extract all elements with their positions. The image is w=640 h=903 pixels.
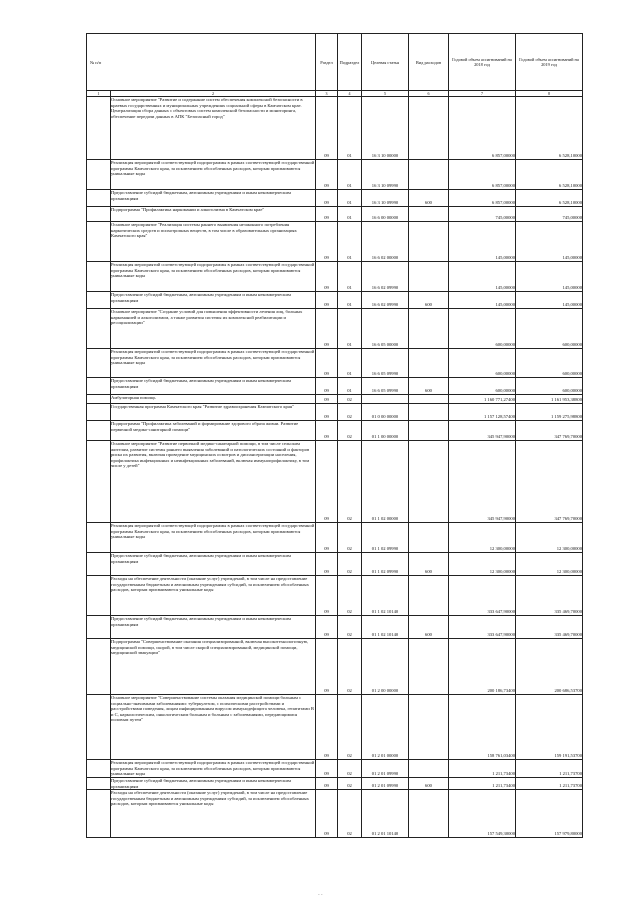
row-number-cell bbox=[87, 349, 111, 378]
row-expense-type bbox=[409, 309, 449, 349]
row-name: Государственная программа Камчатского края "Развитие здравоохранения Камчатского края" bbox=[111, 404, 316, 421]
row-value-2018: 6 857,00000 bbox=[449, 190, 516, 207]
row-name: Расходы на обеспечение деятельности (оказание услуг) учреждений, в том числе на предоставление государственным бюджетным и автономным учреждениям субсидий, за исключением обособленных расходов, которым присваиваются уникальные коды bbox=[111, 576, 316, 616]
table-row bbox=[87, 523, 583, 553]
row-value-2018: 600,00000 bbox=[449, 349, 516, 378]
row-razdel: 09 bbox=[316, 616, 338, 639]
row-value-2018: 600,00000 bbox=[449, 309, 516, 349]
row-value-2019: 200 686,53700 bbox=[516, 639, 583, 695]
table-row bbox=[87, 292, 583, 309]
row-value-2018: 745,00000 bbox=[449, 207, 516, 222]
row-target-article: 16 6 05 09990 bbox=[362, 378, 409, 395]
row-podrazdel: 01 bbox=[338, 207, 362, 222]
column-number: 3 bbox=[316, 91, 338, 97]
row-value-2019: 745,00000 bbox=[516, 207, 583, 222]
table-row bbox=[87, 349, 583, 378]
table-row bbox=[87, 222, 583, 262]
row-name: Основное мероприятие "Совершенствование системы оказания медицинской помощи больным с социально-значимыми заболеваниями: туберкулезом, с психическими расстройствами и расстройствами поведения, лицам инфицированным вирусом иммунодефицита человека, гепатитами В и С, наркологическим, онкологическим больным и больным с заболеваниями, передающимися половым путем" bbox=[111, 695, 316, 760]
row-number-cell bbox=[87, 378, 111, 395]
row-value-2019: 6 528,10000 bbox=[516, 190, 583, 207]
column-number: 8 bbox=[516, 91, 583, 97]
row-value-2018: 345 947,90000 bbox=[449, 421, 516, 441]
row-razdel: 09 bbox=[316, 778, 338, 790]
row-podrazdel: 02 bbox=[338, 576, 362, 616]
column-number: 5 bbox=[362, 91, 409, 97]
row-name: Предоставление субсидий бюджетным, автономным учреждениям и иным некоммерческим организациям bbox=[111, 616, 316, 639]
row-podrazdel: 01 bbox=[338, 309, 362, 349]
table-row bbox=[87, 576, 583, 616]
row-target-article: 01 1 02 09990 bbox=[362, 553, 409, 576]
row-razdel: 09 bbox=[316, 421, 338, 441]
table-row bbox=[87, 262, 583, 292]
row-target-article: 01 1 00 00000 bbox=[362, 421, 409, 441]
row-value-2019: 1 211,73700 bbox=[516, 778, 583, 790]
row-expense-type bbox=[409, 97, 449, 160]
row-razdel: 09 bbox=[316, 553, 338, 576]
budget-table bbox=[86, 33, 583, 838]
row-razdel: 09 bbox=[316, 790, 338, 838]
column-number: 6 bbox=[409, 91, 449, 97]
table-row bbox=[87, 790, 583, 838]
row-value-2019: 1 211,73700 bbox=[516, 760, 583, 778]
row-razdel: 09 bbox=[316, 760, 338, 778]
row-number-cell bbox=[87, 262, 111, 292]
table-row bbox=[87, 695, 583, 760]
header-year-2019: Годовой объем ассигнований на 2019 год bbox=[516, 34, 583, 91]
row-name: Предоставление субсидий бюджетным, автономным учреждениям и иным некоммерческим организациям bbox=[111, 292, 316, 309]
column-number: 7 bbox=[449, 91, 516, 97]
row-value-2018: 145,00000 bbox=[449, 262, 516, 292]
row-razdel: 09 bbox=[316, 695, 338, 760]
row-expense-type bbox=[409, 639, 449, 695]
row-expense-type bbox=[409, 441, 449, 523]
table-row bbox=[87, 778, 583, 790]
row-value-2018: 333 647,90000 bbox=[449, 576, 516, 616]
row-name: Подпрограмма "Профилактика заболеваний и формирование здорового образа жизни. Развитие первичной медико-санитарной помощи" bbox=[111, 421, 316, 441]
row-value-2019: 347 769,70000 bbox=[516, 441, 583, 523]
row-target-article: 16 3 10 00000 bbox=[362, 97, 409, 160]
row-name: Амбулаторная помощь bbox=[111, 395, 316, 404]
row-name: Расходы на обеспечение деятельности (оказание услуг) учреждений, в том числе на предоставление государственным бюджетным и автономным учреждениям субсидий, за исключением обособленных расходов, которым присваиваются уникальные коды bbox=[111, 790, 316, 838]
row-number-cell bbox=[87, 576, 111, 616]
row-value-2018: 6 857,00000 bbox=[449, 160, 516, 190]
row-expense-type: 600 bbox=[409, 553, 449, 576]
row-value-2018: 12 300,00000 bbox=[449, 553, 516, 576]
row-number-cell bbox=[87, 421, 111, 441]
row-value-2019: 1 159 275,98800 bbox=[516, 404, 583, 421]
table-row bbox=[87, 404, 583, 421]
row-target-article: 01 1 02 10140 bbox=[362, 576, 409, 616]
row-expense-type bbox=[409, 395, 449, 404]
row-razdel: 09 bbox=[316, 523, 338, 553]
row-podrazdel: 02 bbox=[338, 421, 362, 441]
row-name: Реализация мероприятий соответствующей подпрограммы в рамках соответствующей государственной программы Камчатского края, за исключением обособленных расходов, которым присваиваются уникальные коды bbox=[111, 760, 315, 777]
row-podrazdel: 01 bbox=[338, 160, 362, 190]
row-value-2019: 145,00000 bbox=[516, 292, 583, 309]
row-value-2018: 345 947,90000 bbox=[449, 441, 516, 523]
row-value-2019: 6 528,10000 bbox=[516, 160, 583, 190]
row-razdel: 09 bbox=[316, 309, 338, 349]
table-row bbox=[87, 97, 583, 160]
row-podrazdel: 02 bbox=[338, 639, 362, 695]
row-target-article: 16 6 00 00000 bbox=[362, 207, 409, 222]
row-value-2019: 600,00000 bbox=[516, 349, 583, 378]
row-expense-type bbox=[409, 523, 449, 553]
row-value-2019: 12 300,00000 bbox=[516, 523, 583, 553]
row-target-article: 01 2 01 00000 bbox=[362, 695, 409, 760]
row-target-article: 16 6 02 09990 bbox=[362, 262, 409, 292]
row-target-article: 01 1 02 10140 bbox=[362, 616, 409, 639]
row-podrazdel: 01 bbox=[338, 97, 362, 160]
table-row bbox=[87, 309, 583, 349]
row-number-cell bbox=[87, 553, 111, 576]
row-podrazdel: 02 bbox=[338, 616, 362, 639]
row-podrazdel: 01 bbox=[338, 378, 362, 395]
row-name: Предоставление субсидий бюджетным, автономным учреждениям и иным некоммерческим организациям bbox=[111, 378, 316, 395]
row-razdel: 09 bbox=[316, 395, 338, 404]
header-year-2018: Годовой объем ассигнований на 2018 год bbox=[449, 34, 516, 91]
row-target-article: 01 1 02 09990 bbox=[362, 523, 409, 553]
row-razdel: 09 bbox=[316, 190, 338, 207]
row-value-2019: 159 191,53700 bbox=[516, 695, 583, 760]
row-number-cell bbox=[87, 222, 111, 262]
table-row bbox=[87, 395, 583, 404]
row-value-2018: 145,00000 bbox=[449, 292, 516, 309]
row-number-cell bbox=[87, 292, 111, 309]
row-name: Реализация мероприятий соответствующей подпрограммы в рамках соответствующей государственной программы Камчатского края, за исключением обособленных расходов, которым присваиваются уникальные коды bbox=[111, 523, 316, 553]
row-value-2019: 145,00000 bbox=[516, 262, 583, 292]
row-number-cell bbox=[87, 639, 111, 695]
row-podrazdel: 01 bbox=[338, 222, 362, 262]
row-name: Основное мероприятие "Создание условий для повышения эффективности лечения лиц, больных наркоманией и алкоголизмом, а также развития системы их комплексной реабилитации и ресоциализации" bbox=[111, 309, 316, 349]
row-expense-type: 600 bbox=[409, 292, 449, 309]
row-podrazdel: 02 bbox=[338, 790, 362, 838]
row-expense-type: 600 bbox=[409, 378, 449, 395]
row-name: Реализация мероприятий соответствующей подпрограммы в рамках соответствующей государственной программы Камчатского края, за исключением обособленных расходов, которым присваиваются уникальные коды bbox=[111, 160, 316, 190]
row-value-2019: 335 469,70000 bbox=[516, 576, 583, 616]
row-value-2019: 347 769,70000 bbox=[516, 421, 583, 441]
row-value-2018: 333 647,90000 bbox=[449, 616, 516, 639]
table-row bbox=[87, 616, 583, 639]
row-value-2018: 1 211,73400 bbox=[449, 778, 516, 790]
column-number: 2 bbox=[111, 91, 316, 97]
row-razdel: 09 bbox=[316, 404, 338, 421]
row-target-article: 01 2 01 10140 bbox=[362, 790, 409, 838]
row-podrazdel: 02 bbox=[338, 553, 362, 576]
row-target-article: 16 3 10 09990 bbox=[362, 160, 409, 190]
row-expense-type bbox=[409, 576, 449, 616]
column-number: 4 bbox=[338, 91, 362, 97]
header-target-article: Целевая статья bbox=[362, 34, 409, 91]
row-target-article: 01 0 00 00000 bbox=[362, 404, 409, 421]
table-row bbox=[87, 441, 583, 523]
row-razdel: 09 bbox=[316, 97, 338, 160]
row-number-cell bbox=[87, 441, 111, 523]
row-name: Предоставление субсидий бюджетным, автономным учреждениям и иным некоммерческим организациям bbox=[111, 553, 316, 576]
row-number-cell bbox=[87, 523, 111, 553]
row-podrazdel: 02 bbox=[338, 441, 362, 523]
row-expense-type bbox=[409, 790, 449, 838]
table-row bbox=[87, 160, 583, 190]
row-razdel: 09 bbox=[316, 222, 338, 262]
row-expense-type: 600 bbox=[409, 778, 449, 790]
header-razdel: Раздел bbox=[316, 34, 338, 91]
row-number-cell bbox=[87, 160, 111, 190]
row-number-cell bbox=[87, 695, 111, 760]
row-podrazdel: 01 bbox=[338, 190, 362, 207]
row-podrazdel: 02 bbox=[338, 778, 362, 790]
row-expense-type bbox=[409, 222, 449, 262]
row-value-2018: 158 761,03400 bbox=[449, 695, 516, 760]
row-value-2019: 12 300,00000 bbox=[516, 553, 583, 576]
row-number-cell bbox=[87, 395, 111, 404]
row-expense-type bbox=[409, 421, 449, 441]
header-podrazdel: Подраздел bbox=[338, 34, 362, 91]
column-number: 1 bbox=[87, 91, 111, 97]
row-value-2018: 145,00000 bbox=[449, 222, 516, 262]
row-number-cell bbox=[87, 309, 111, 349]
row-number-cell bbox=[87, 190, 111, 207]
table-row bbox=[87, 207, 583, 222]
row-expense-type bbox=[409, 160, 449, 190]
row-razdel: 09 bbox=[316, 349, 338, 378]
table-row bbox=[87, 639, 583, 695]
row-name: Предоставление субсидий бюджетным, автономным учреждениям и иным некоммерческим организациям bbox=[111, 778, 316, 790]
row-number-cell bbox=[87, 404, 111, 421]
row-number-cell bbox=[87, 207, 111, 222]
row-value-2018: 12 300,00000 bbox=[449, 523, 516, 553]
row-name: Предоставление субсидий бюджетным, автономным учреждениям и иным некоммерческим организациям bbox=[111, 190, 316, 207]
row-value-2019: 145,00000 bbox=[516, 222, 583, 262]
row-podrazdel: 02 bbox=[338, 695, 362, 760]
row-value-2019: 6 528,10000 bbox=[516, 97, 583, 160]
row-value-2019: 157 979,80000 bbox=[516, 790, 583, 838]
row-razdel: 09 bbox=[316, 576, 338, 616]
row-podrazdel: 02 bbox=[338, 395, 362, 404]
row-name: Основное мероприятие "Реализация системы раннего выявления незаконного потребления наркотических средств и психотропных веществ, в том числе в образовательных организациях Камчатского края" bbox=[111, 222, 316, 262]
row-expense-type bbox=[409, 262, 449, 292]
row-number-cell bbox=[87, 616, 111, 639]
row-target-article: 01 2 01 09990 bbox=[362, 778, 409, 790]
table-row bbox=[87, 553, 583, 576]
row-expense-type: 600 bbox=[409, 190, 449, 207]
row-value-2018: 1 211,73400 bbox=[449, 760, 516, 778]
row-expense-type bbox=[409, 695, 449, 760]
table-row bbox=[87, 190, 583, 207]
row-number-cell bbox=[87, 97, 111, 160]
header-row bbox=[87, 34, 583, 91]
row-name: Основное мероприятие "Развитие и содержание систем обеспечения комплексной безопасности в краевых государственных и муниципальных учреждениях социальной сферы в Камчатском крае. Централизация сбора данных с объектовых систем комплексной безопасности и мониторинга, обеспечение передачи данных в АПК "Безопасный город" bbox=[111, 97, 316, 160]
row-value-2018: 1 160 771,27400 bbox=[449, 395, 516, 404]
row-razdel: 09 bbox=[316, 207, 338, 222]
row-target-article: 01 2 00 00000 bbox=[362, 639, 409, 695]
row-expense-type bbox=[409, 349, 449, 378]
row-razdel: 09 bbox=[316, 160, 338, 190]
row-target-article: 16 3 10 09990 bbox=[362, 190, 409, 207]
row-value-2019: 600,00000 bbox=[516, 378, 583, 395]
row-value-2018: 1 157 128,57400 bbox=[449, 404, 516, 421]
row-value-2019: 600,00000 bbox=[516, 309, 583, 349]
row-expense-type: 600 bbox=[409, 616, 449, 639]
page-footer-mark: - - bbox=[318, 893, 323, 898]
row-podrazdel: 01 bbox=[338, 292, 362, 309]
row-razdel: 09 bbox=[316, 441, 338, 523]
row-expense-type bbox=[409, 207, 449, 222]
row-podrazdel: 02 bbox=[338, 523, 362, 553]
row-podrazdel: 02 bbox=[338, 404, 362, 421]
row-name: Подпрограмма "Профилактика наркомании и алкоголизма в Камчатском крае" bbox=[111, 207, 316, 222]
row-value-2018: 600,00000 bbox=[449, 378, 516, 395]
row-value-2018: 157 549,30000 bbox=[449, 790, 516, 838]
header-number: № п/п bbox=[87, 34, 316, 91]
row-razdel: 09 bbox=[316, 378, 338, 395]
row-value-2019: 335 469,70000 bbox=[516, 616, 583, 639]
row-podrazdel: 01 bbox=[338, 349, 362, 378]
row-name: Подпрограмма "Совершенствование оказания специализированной, включая высокотехнологичную, медицинской помощи, скорой, в том числе скорой специализированной, медицинской помощи, медицинской эвакуации" bbox=[111, 639, 316, 695]
row-target-article: 16 6 02 00000 bbox=[362, 222, 409, 262]
row-value-2018: 200 186,73400 bbox=[449, 639, 516, 695]
row-value-2018: 6 857,00000 bbox=[449, 97, 516, 160]
table-row bbox=[87, 421, 583, 441]
row-number-cell bbox=[87, 778, 111, 790]
row-value-2019: 1 161 953,38800 bbox=[516, 395, 583, 404]
row-target-article: 16 6 05 00000 bbox=[362, 309, 409, 349]
row-razdel: 09 bbox=[316, 639, 338, 695]
row-target-article: 01 1 02 00000 bbox=[362, 441, 409, 523]
row-name: Основное мероприятие "Развитие первичной медико-санитарной помощи, в том числе сельским жителям, развитие системы раннего выявления заболеваний и патологических состояний и факторов риска их развития, включая проведение медицинских осмотров и диспансеризации населения, профилактика инфекционных и неинфекционных заболеваний, включая иммунопрофилактику, в том числе у детей" bbox=[111, 441, 316, 523]
row-razdel: 09 bbox=[316, 262, 338, 292]
table-row bbox=[87, 378, 583, 395]
row-name: Реализация мероприятий соответствующей подпрограммы в рамках соответствующей государственной программы Камчатского края, за исключением обособленных расходов, которым присваиваются уникальные коды bbox=[111, 262, 316, 292]
row-expense-type bbox=[409, 760, 449, 778]
row-razdel: 09 bbox=[316, 292, 338, 309]
row-target-article: 16 6 05 09990 bbox=[362, 349, 409, 378]
row-target-article: 16 6 02 09990 bbox=[362, 292, 409, 309]
row-podrazdel: 02 bbox=[338, 760, 362, 778]
row-number-cell bbox=[87, 790, 111, 838]
header-expense-type: Вид расходов bbox=[409, 34, 449, 91]
table-row bbox=[87, 760, 583, 778]
row-target-article bbox=[362, 395, 409, 404]
row-number-cell bbox=[87, 760, 111, 778]
row-target-article: 01 2 01 09990 bbox=[362, 760, 409, 778]
row-podrazdel: 01 bbox=[338, 262, 362, 292]
row-name: Реализация мероприятий соответствующей подпрограммы в рамках соответствующей государственной программы Камчатского края, за исключением обособленных расходов, которым присваиваются уникальные коды bbox=[111, 349, 316, 378]
row-expense-type bbox=[409, 404, 449, 421]
